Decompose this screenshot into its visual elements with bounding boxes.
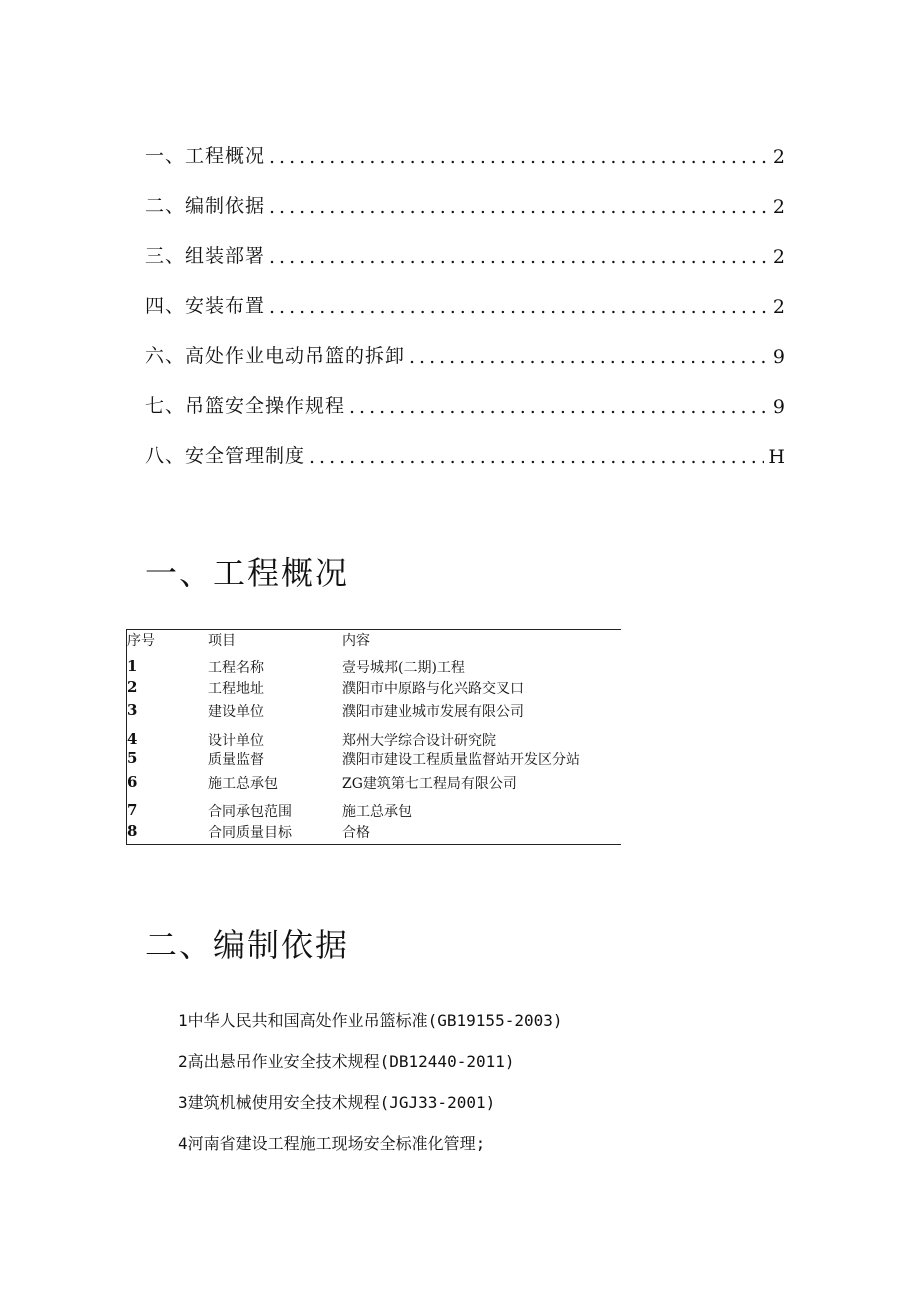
row-content: 合格 [342, 825, 370, 841]
toc-entry[interactable] [145, 318, 785, 368]
toc-entry-page: 2 [772, 196, 785, 218]
toc-leader-dots [409, 346, 769, 368]
row-index: 6 [127, 773, 138, 791]
row-item: 合同承包范围 [208, 804, 292, 820]
toc-leader-dots [269, 296, 769, 318]
toc-leader-dots [269, 146, 769, 168]
toc-entry-page: 2 [772, 146, 785, 168]
toc-entry-title: 八、安全管理制度 [145, 445, 306, 467]
toc-entry[interactable] [145, 368, 785, 418]
row-item: 设计单位 [208, 733, 264, 749]
row-item: 工程名称 [208, 660, 264, 676]
toc-entry-page: 2 [772, 296, 785, 318]
row-index: 7 [127, 801, 138, 819]
row-item: 施工总承包 [208, 776, 278, 792]
list-item: 4河南省建设工程施工现场安全标准化管理; [178, 1134, 486, 1153]
list-item: 3建筑机械使用安全技术规程(JGJ33-2001) [178, 1093, 496, 1112]
row-content: 壹号城邦(二期)工程 [342, 660, 465, 676]
table-row [127, 822, 621, 844]
table-row [127, 701, 621, 730]
row-content: 施工总承包 [342, 804, 412, 820]
list-item: 2高出悬吊作业安全技术规程(DB12440-2011) [178, 1052, 515, 1071]
row-content: 郑州大学综合设计研究院 [342, 733, 496, 749]
column-header-item: 项目 [208, 633, 236, 649]
row-index: 4 [127, 730, 138, 748]
row-index: 8 [127, 822, 138, 840]
toc-entry[interactable] [145, 418, 785, 468]
toc-leader-dots [269, 246, 769, 268]
row-item: 合同质量目标 [208, 825, 292, 841]
toc-entry-title: 二、编制依据 [145, 195, 266, 217]
row-index: 2 [127, 678, 138, 696]
toc-leader-dots [269, 196, 769, 218]
row-content: 濮阳市中原路与化兴路交叉口 [342, 681, 524, 697]
row-content: 濮阳市建业城市发展有限公司 [342, 704, 524, 720]
toc-leader-dots [309, 446, 764, 468]
table-row [127, 730, 621, 749]
section-heading-basis: 二、编制依据 [145, 926, 350, 964]
row-content: 濮阳市建设工程质量监督站开发区分站 [342, 752, 580, 768]
table-of-contents [145, 118, 785, 468]
section-heading-overview: 一、工程概况 [145, 554, 350, 592]
toc-entry-title: 三、组装部署 [145, 245, 266, 267]
row-index: 3 [127, 701, 138, 719]
toc-entry[interactable] [145, 268, 785, 318]
toc-entry-title: 六、高处作业电动吊篮的拆卸 [145, 345, 406, 367]
toc-leader-dots [349, 396, 769, 418]
table-row [127, 801, 621, 822]
table-row [127, 773, 621, 801]
toc-entry-page: 2 [772, 246, 785, 268]
table-row [127, 678, 621, 701]
row-item: 建设单位 [208, 704, 264, 720]
table-header-row [127, 630, 621, 653]
basis-list [178, 1000, 563, 1164]
row-content: ZG建筑第七工程局有限公司 [342, 776, 517, 792]
column-header-index: 序号 [127, 633, 155, 649]
row-index: 5 [127, 749, 138, 767]
project-overview-table [126, 629, 621, 845]
row-index: 1 [127, 657, 138, 675]
toc-entry-title: 七、吊篮安全操作规程 [145, 395, 346, 417]
table-row [127, 749, 621, 773]
toc-entry[interactable] [145, 218, 785, 268]
list-item: 1中华人民共和国高处作业吊篮标准(GB19155-2003) [178, 1011, 563, 1030]
toc-entry[interactable] [145, 168, 785, 218]
table-row [127, 657, 621, 680]
toc-entry[interactable] [145, 118, 785, 168]
row-item: 质量监督 [208, 752, 264, 768]
toc-entry-page: 9 [772, 346, 785, 368]
toc-entry-title: 一、工程概况 [145, 145, 266, 167]
row-item: 工程地址 [208, 681, 264, 697]
column-header-content: 内容 [342, 633, 370, 649]
toc-entry-title: 四、安装布置 [145, 295, 266, 317]
toc-entry-page: 9 [772, 396, 785, 418]
toc-entry-page: H [768, 446, 785, 468]
